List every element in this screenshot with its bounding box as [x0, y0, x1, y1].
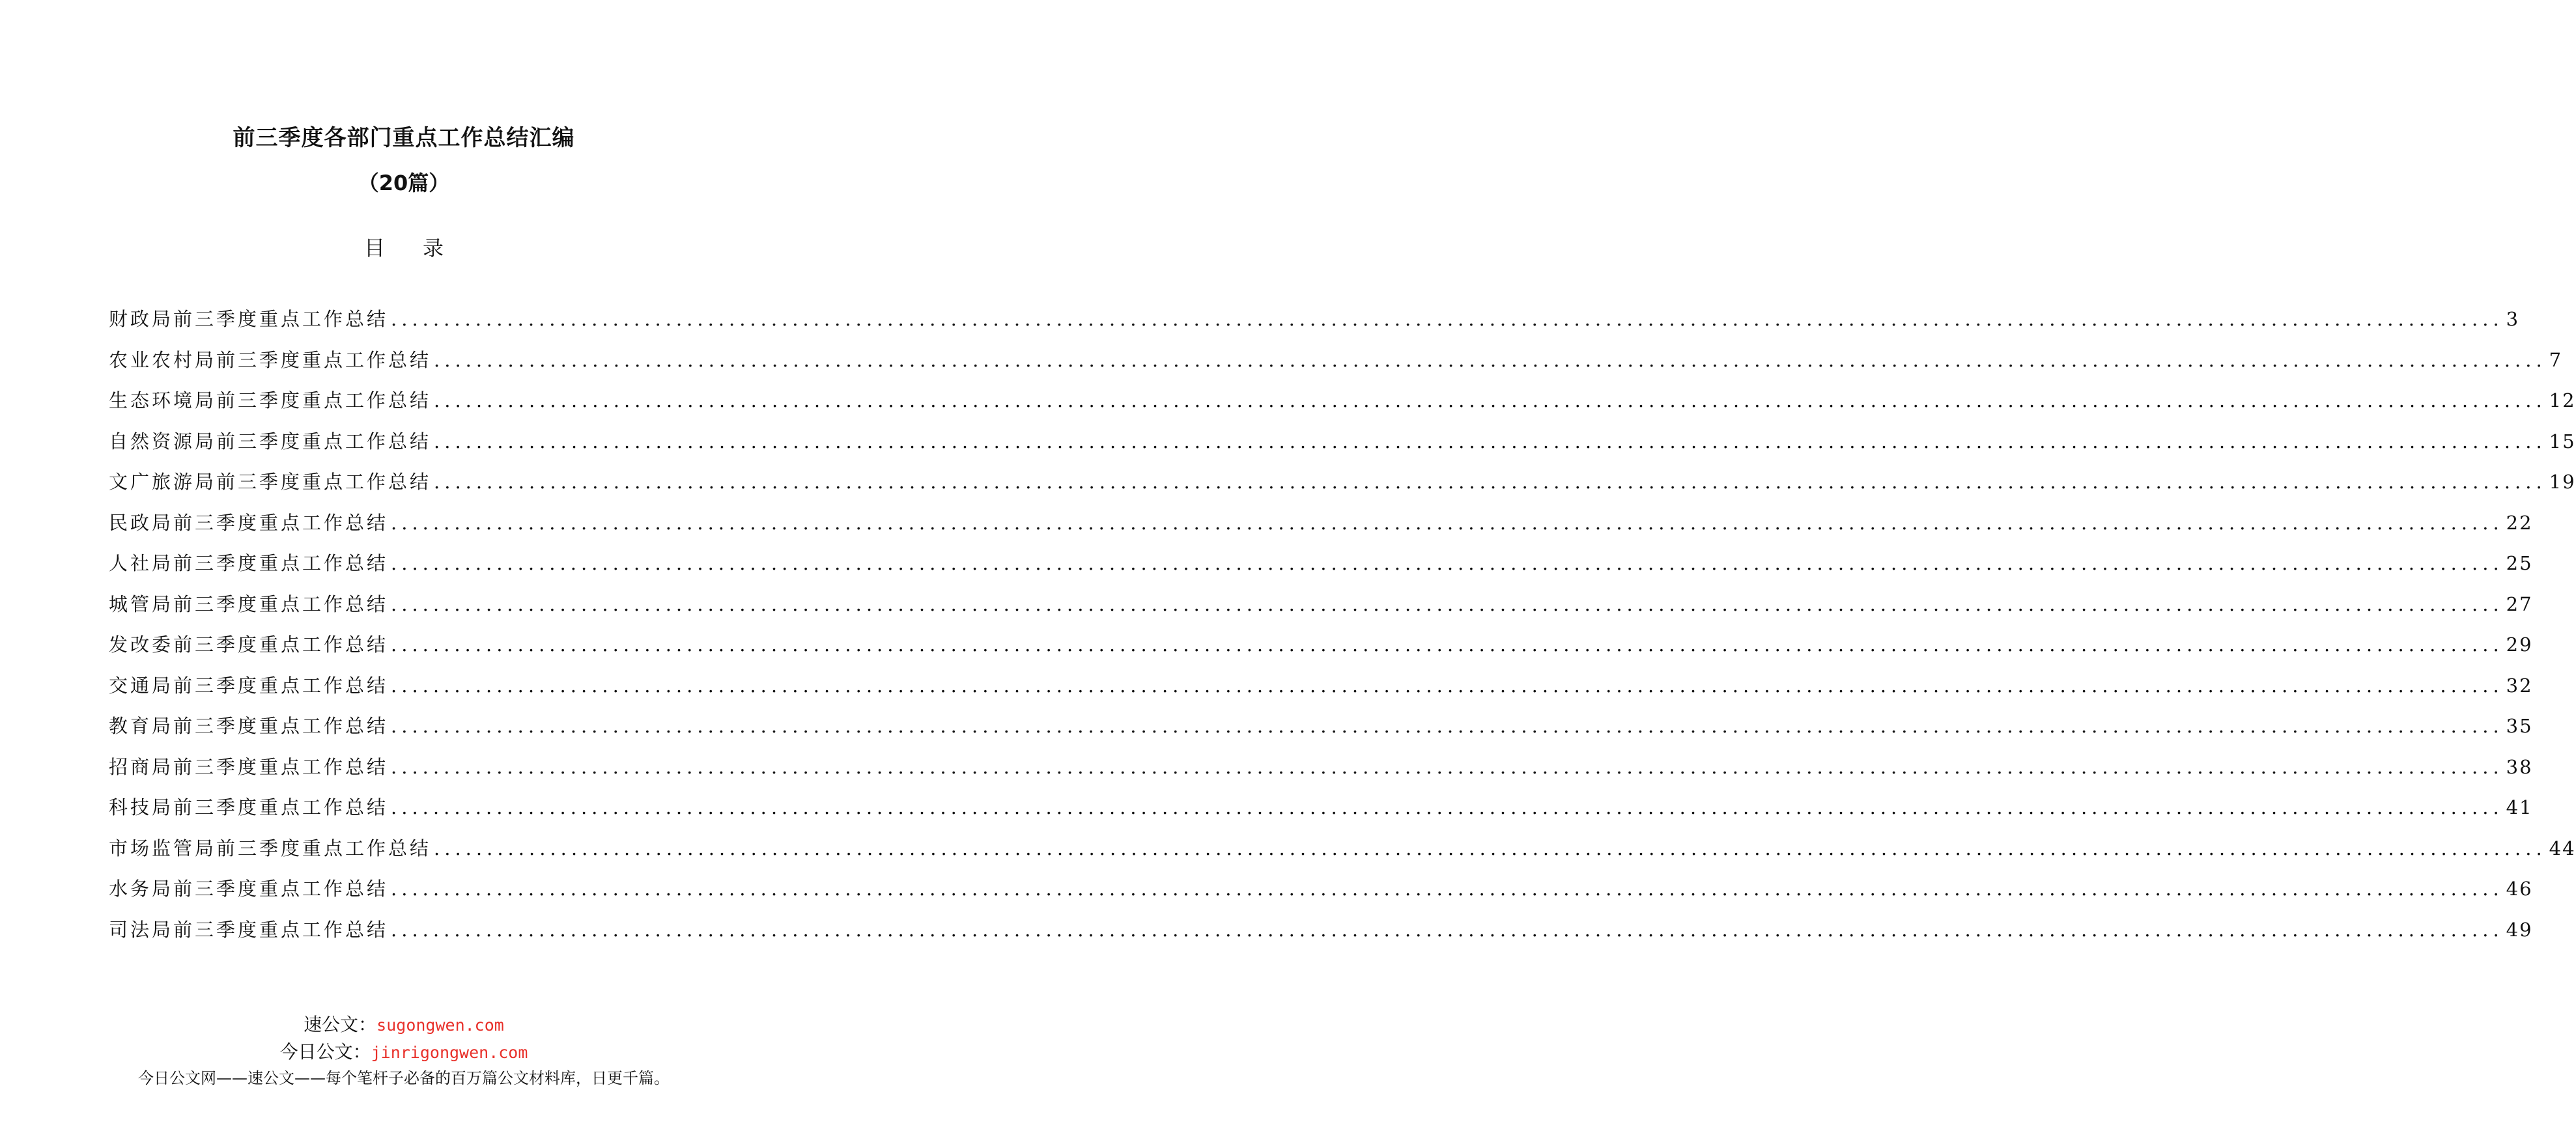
toc-entry-page-number: 44: [2549, 837, 2576, 859]
toc-entry-page-number: 29: [2506, 634, 2533, 656]
toc-entry-label: 农业农村局前三季度重点工作总结: [109, 348, 432, 371]
toc-entry[interactable]: [109, 712, 2533, 753]
toc-leader-dots: ........................................................................................................................................................................................................: [391, 715, 2504, 737]
toc-leader-dots: ........................................................................................................................................................................................................: [391, 634, 2504, 656]
toc-leader-dots: ........................................................................................................................................................................................................: [391, 308, 2504, 330]
toc-entry-page-number: 32: [2506, 674, 2533, 697]
toc-leader-dots: ........................................................................................................................................................................................................: [434, 471, 2547, 493]
toc-entry-page-number: 25: [2506, 552, 2533, 574]
table-of-contents: [109, 305, 2576, 956]
toc-entry[interactable]: [109, 874, 2533, 915]
toc-entry-label: 生态环境局前三季度重点工作总结: [109, 389, 432, 411]
toc-entry[interactable]: [109, 590, 2533, 631]
toc-entry-page-number: 27: [2506, 592, 2533, 615]
toc-entry-page-number: 3: [2506, 308, 2520, 330]
toc-entry[interactable]: [109, 671, 2533, 712]
toc-entry-label: 水务局前三季度重点工作总结: [109, 878, 389, 900]
footer-line-sugongwen: [0, 1010, 808, 1037]
toc-entry-page-number: 49: [2506, 918, 2533, 941]
toc-leader-dots: ........................................................................................................................................................................................................: [434, 348, 2547, 371]
toc-entry-page-number: 46: [2506, 878, 2533, 900]
toc-entry-page-number: 22: [2506, 511, 2533, 534]
toc-entry-label: 市场监管局前三季度重点工作总结: [109, 837, 432, 859]
toc-entry-label: 司法局前三季度重点工作总结: [109, 918, 389, 941]
footer-tagline: 今日公文网——速公文——每个笔杆子必备的百万篇公文材料库，日更千篇。: [138, 1069, 670, 1087]
footer-line-jinrigongwen: [0, 1038, 808, 1064]
toc-entry-page-number: 35: [2506, 715, 2533, 737]
toc-entry-page-number: 41: [2506, 796, 2533, 818]
toc-heading: 目录: [363, 236, 481, 260]
toc-entry-page-number: 38: [2506, 755, 2533, 778]
toc-entry-label: 财政局前三季度重点工作总结: [109, 308, 389, 330]
toc-entry[interactable]: [109, 834, 2576, 875]
toc-entry[interactable]: [109, 305, 2520, 346]
toc-leader-dots: ........................................................................................................................................................................................................: [391, 796, 2504, 818]
toc-leader-dots: ........................................................................................................................................................................................................: [434, 837, 2547, 859]
toc-entry-label: 招商局前三季度重点工作总结: [109, 755, 389, 778]
toc-leader-dots: ........................................................................................................................................................................................................: [434, 430, 2547, 453]
toc-entry-label: 交通局前三季度重点工作总结: [109, 674, 389, 697]
toc-entry-page-number: 7: [2549, 348, 2563, 371]
footer-link-sugongwen[interactable]: sugongwen.com: [376, 1016, 504, 1035]
toc-entry[interactable]: [109, 467, 2576, 508]
toc-leader-dots: ........................................................................................................................................................................................................: [391, 511, 2504, 534]
footer-link-jinrigongwen[interactable]: jinrigongwen.com: [371, 1043, 528, 1062]
toc-entry[interactable]: [109, 793, 2533, 834]
toc-entry-label: 文广旅游局前三季度重点工作总结: [109, 471, 432, 493]
toc-leader-dots: ........................................................................................................................................................................................................: [391, 918, 2504, 941]
toc-entry-label: 科技局前三季度重点工作总结: [109, 796, 389, 818]
toc-entry-page-number: 19: [2549, 471, 2576, 493]
toc-leader-dots: ........................................................................................................................................................................................................: [391, 755, 2504, 778]
toc-entry-page-number: 12: [2549, 389, 2576, 411]
toc-entry[interactable]: [109, 386, 2576, 427]
document-title: 前三季度各部门重点工作总结汇编: [233, 125, 575, 151]
toc-entry[interactable]: [109, 753, 2533, 794]
toc-entry-page-number: 15: [2549, 430, 2576, 453]
toc-entry-label: 发改委前三季度重点工作总结: [109, 634, 389, 656]
toc-entry[interactable]: [109, 427, 2576, 468]
toc-leader-dots: ........................................................................................................................................................................................................: [391, 674, 2504, 697]
toc-entry[interactable]: [109, 915, 2533, 956]
footer-label-sugongwen: 速公文：: [304, 1014, 377, 1035]
toc-leader-dots: ........................................................................................................................................................................................................: [391, 592, 2504, 615]
toc-entry-label: 民政局前三季度重点工作总结: [109, 511, 389, 534]
toc-entry-label: 城管局前三季度重点工作总结: [109, 592, 389, 615]
toc-leader-dots: ........................................................................................................................................................................................................: [391, 878, 2504, 900]
toc-entry[interactable]: [109, 346, 2563, 387]
toc-entry-label: 教育局前三季度重点工作总结: [109, 715, 389, 737]
toc-entry-label: 自然资源局前三季度重点工作总结: [109, 430, 432, 453]
toc-leader-dots: ........................................................................................................................................................................................................: [391, 552, 2504, 574]
footer-label-jinrigongwen: 今日公文：: [279, 1041, 371, 1063]
toc-entry-label: 人社局前三季度重点工作总结: [109, 552, 389, 574]
toc-leader-dots: ........................................................................................................................................................................................................: [434, 389, 2547, 411]
document-subtitle: （20篇）: [358, 171, 450, 195]
toc-entry[interactable]: [109, 508, 2533, 550]
toc-entry[interactable]: [109, 549, 2533, 590]
toc-entry[interactable]: [109, 630, 2533, 671]
